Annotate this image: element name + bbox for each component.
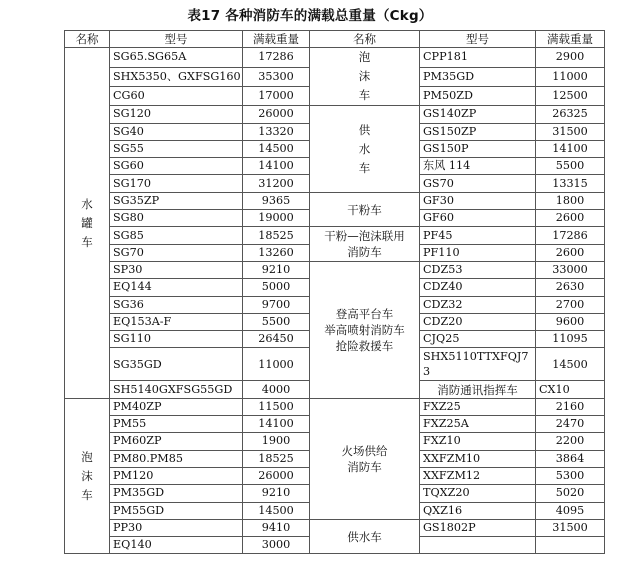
weight-cell: 26000 bbox=[243, 467, 310, 484]
category-right: 供水车 bbox=[310, 519, 420, 554]
model-cell: SHX5350、GXFSG160 bbox=[110, 67, 243, 86]
weight-cell: 12500 bbox=[536, 86, 605, 105]
weight-cell: 14100 bbox=[243, 416, 310, 433]
weight-cell: 19000 bbox=[243, 210, 310, 227]
model-cell: CX10 bbox=[536, 381, 605, 398]
weight-cell: 5300 bbox=[536, 467, 605, 484]
weight-cell: 11095 bbox=[536, 331, 605, 348]
model-cell: TQXZ20 bbox=[420, 485, 536, 502]
model-cell: QXZ16 bbox=[420, 502, 536, 519]
weights-table bbox=[64, 30, 605, 554]
table-row bbox=[65, 192, 605, 209]
header-weight-left: 满载重量 bbox=[243, 31, 310, 48]
model-cell: PM50ZD bbox=[420, 86, 536, 105]
header-name-left: 名称 bbox=[65, 31, 110, 48]
model-cell: 东风 114 bbox=[420, 158, 536, 175]
model-cell: GS150ZP bbox=[420, 123, 536, 140]
weight-cell: 9410 bbox=[243, 519, 310, 536]
model-cell: CJQ25 bbox=[420, 331, 536, 348]
weight-cell: 2700 bbox=[536, 296, 605, 313]
table-row bbox=[65, 398, 605, 415]
weight-cell: 17286 bbox=[243, 48, 310, 67]
model-cell: PM55GD bbox=[110, 502, 243, 519]
empty-cell bbox=[420, 537, 536, 554]
weight-cell: 3000 bbox=[243, 537, 310, 554]
header-weight-right: 满载重量 bbox=[536, 31, 605, 48]
model-cell: CDZ40 bbox=[420, 279, 536, 296]
model-cell: GF60 bbox=[420, 210, 536, 227]
weight-cell: 26000 bbox=[243, 106, 310, 123]
model-cell: GS150P bbox=[420, 140, 536, 157]
weight-cell: 11500 bbox=[243, 398, 310, 415]
header-model-right: 型号 bbox=[420, 31, 536, 48]
table-title: 表17 各种消防车的满载总重量（Ckg） bbox=[187, 8, 433, 24]
model-cell: PM40ZP bbox=[110, 398, 243, 415]
model-cell: SG36 bbox=[110, 296, 243, 313]
model-cell: PM35GD bbox=[420, 67, 536, 86]
model-cell: SG60 bbox=[110, 158, 243, 175]
model-cell: EQ140 bbox=[110, 537, 243, 554]
category-left: 泡沫车 bbox=[65, 398, 110, 554]
weight-cell: 1900 bbox=[243, 433, 310, 450]
category-right: 干粉车 bbox=[310, 192, 420, 227]
weight-cell: 2600 bbox=[536, 210, 605, 227]
weight-cell: 4000 bbox=[243, 381, 310, 398]
model-cell: SG40 bbox=[110, 123, 243, 140]
weight-cell: 18525 bbox=[243, 450, 310, 467]
model-cell: SG70 bbox=[110, 244, 243, 261]
model-cell: PM55 bbox=[110, 416, 243, 433]
model-cell: SG170 bbox=[110, 175, 243, 192]
model-cell: CDZ20 bbox=[420, 313, 536, 330]
model-cell: FXZ10 bbox=[420, 433, 536, 450]
model-cell: FXZ25 bbox=[420, 398, 536, 415]
weight-cell: 35300 bbox=[243, 67, 310, 86]
table-row bbox=[65, 106, 605, 123]
weight-cell: 14500 bbox=[536, 348, 605, 381]
model-cell: PM80.PM85 bbox=[110, 450, 243, 467]
weight-cell: 17286 bbox=[536, 227, 605, 244]
weight-cell: 5020 bbox=[536, 485, 605, 502]
header-row bbox=[65, 31, 605, 48]
weight-cell: 1800 bbox=[536, 192, 605, 209]
weight-cell: 3864 bbox=[536, 450, 605, 467]
model-cell: SG35GD bbox=[110, 348, 243, 381]
weight-cell: 11000 bbox=[243, 348, 310, 381]
model-cell: SH5140GXFSG55GD bbox=[110, 381, 243, 398]
model-cell: SG65.SG65A bbox=[110, 48, 243, 67]
model-cell: CDZ53 bbox=[420, 261, 536, 278]
model-cell: EQ153A-F bbox=[110, 313, 243, 330]
category-right: 消防通讯指挥车 bbox=[420, 381, 536, 398]
weight-cell: 14500 bbox=[243, 140, 310, 157]
model-cell: SG85 bbox=[110, 227, 243, 244]
weight-cell: 9210 bbox=[243, 261, 310, 278]
weight-cell: 31500 bbox=[536, 519, 605, 536]
weight-cell: 13260 bbox=[243, 244, 310, 261]
category-right: 干粉—泡沫联用 消防车 bbox=[310, 227, 420, 262]
weight-cell: 14500 bbox=[243, 502, 310, 519]
header-name-right: 名称 bbox=[310, 31, 420, 48]
model-cell: XXFZM10 bbox=[420, 450, 536, 467]
weight-cell: 13320 bbox=[243, 123, 310, 140]
weight-cell: 9600 bbox=[536, 313, 605, 330]
weight-cell: 31200 bbox=[243, 175, 310, 192]
weight-cell: 5500 bbox=[536, 158, 605, 175]
model-cell: FXZ25A bbox=[420, 416, 536, 433]
table-row bbox=[65, 48, 605, 67]
weight-cell: 14100 bbox=[536, 140, 605, 157]
model-cell: CPP181 bbox=[420, 48, 536, 67]
model-cell: SG80 bbox=[110, 210, 243, 227]
model-cell: CG60 bbox=[110, 86, 243, 105]
weight-cell: 14100 bbox=[243, 158, 310, 175]
model-cell: SG120 bbox=[110, 106, 243, 123]
weight-cell: 13315 bbox=[536, 175, 605, 192]
category-right: 泡沫车 bbox=[310, 48, 420, 106]
weight-cell: 33000 bbox=[536, 261, 605, 278]
weight-cell: 9365 bbox=[243, 192, 310, 209]
weight-cell: 2470 bbox=[536, 416, 605, 433]
header-model-left: 型号 bbox=[110, 31, 243, 48]
weight-cell: 31500 bbox=[536, 123, 605, 140]
weight-cell: 9210 bbox=[243, 485, 310, 502]
table-row bbox=[65, 519, 605, 536]
model-cell: GS1802P bbox=[420, 519, 536, 536]
weight-cell: 26450 bbox=[243, 331, 310, 348]
category-left: 水罐车 bbox=[65, 48, 110, 398]
weight-cell: 26325 bbox=[536, 106, 605, 123]
weight-cell: 18525 bbox=[243, 227, 310, 244]
weight-cell: 2630 bbox=[536, 279, 605, 296]
weight-cell: 9700 bbox=[243, 296, 310, 313]
model-cell: GF30 bbox=[420, 192, 536, 209]
model-cell: EQ144 bbox=[110, 279, 243, 296]
model-cell: PM35GD bbox=[110, 485, 243, 502]
weight-cell: 5500 bbox=[243, 313, 310, 330]
weight-cell: 2900 bbox=[536, 48, 605, 67]
table-row bbox=[65, 261, 605, 278]
model-cell: SP30 bbox=[110, 261, 243, 278]
weight-cell: 17000 bbox=[243, 86, 310, 105]
model-cell: PF45 bbox=[420, 227, 536, 244]
weight-cell: 2200 bbox=[536, 433, 605, 450]
model-cell: PM60ZP bbox=[110, 433, 243, 450]
weight-cell: 11000 bbox=[536, 67, 605, 86]
model-cell: SG110 bbox=[110, 331, 243, 348]
model-cell: SG35ZP bbox=[110, 192, 243, 209]
weight-cell: 4095 bbox=[536, 502, 605, 519]
model-cell: GS140ZP bbox=[420, 106, 536, 123]
weight-cell: 2600 bbox=[536, 244, 605, 261]
weight-cell: 2160 bbox=[536, 398, 605, 415]
model-cell: SHX5110TTXFQJ73 bbox=[420, 348, 536, 381]
model-cell: XXFZM12 bbox=[420, 467, 536, 484]
model-cell: GS70 bbox=[420, 175, 536, 192]
weight-cell: 5000 bbox=[243, 279, 310, 296]
model-cell: PP30 bbox=[110, 519, 243, 536]
category-right: 登高平台车 举高喷射消防车 抢险救援车 bbox=[310, 261, 420, 398]
model-cell: SG55 bbox=[110, 140, 243, 157]
table-row bbox=[65, 227, 605, 244]
empty-cell bbox=[536, 537, 605, 554]
category-right: 火场供给 消防车 bbox=[310, 398, 420, 519]
model-cell: CDZ32 bbox=[420, 296, 536, 313]
category-right: 供水车 bbox=[310, 106, 420, 192]
model-cell: PM120 bbox=[110, 467, 243, 484]
model-cell: PF110 bbox=[420, 244, 536, 261]
